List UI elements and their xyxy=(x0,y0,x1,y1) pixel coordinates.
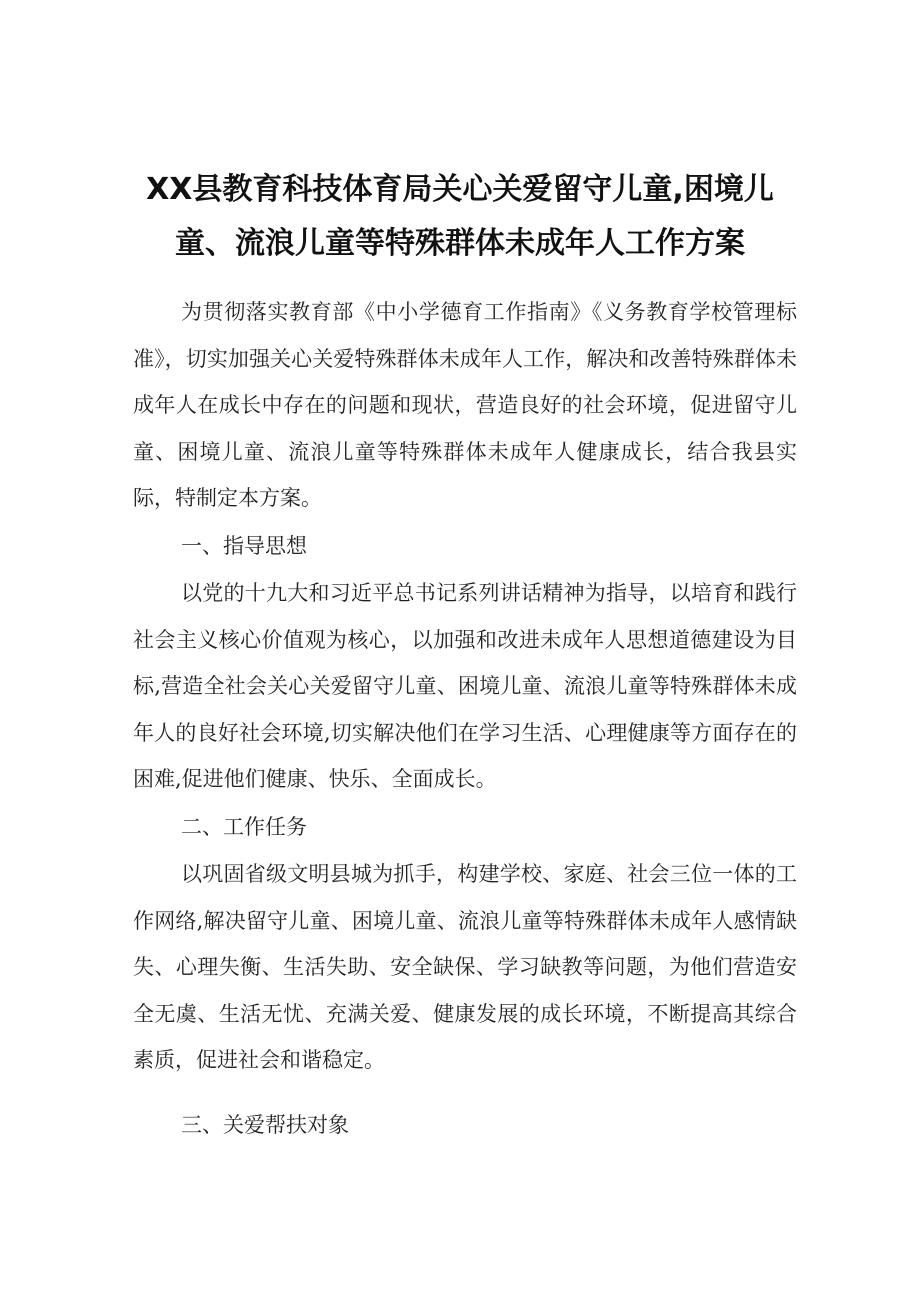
section-1-paragraph: 以党的十九大和习近平总书记系列讲话精神为指导，以培育和践行社会主义核心价值观为核心，以加强和改进未成年人思想道德建设为目标,营造全社会关心关爱留守儿童、困境儿童、流浪儿童等特殊群体未成年人的良好社会环境,切实解决他们在学习生活、心理健康等方面存在的困难,促进他们健康、快乐、全面成长。 xyxy=(133,581,797,791)
section-3-heading: 三、关爱帮扶对象 xyxy=(181,1112,349,1137)
section-2-paragraph: 以巩固省级文明县城为抓手，构建学校、家庭、社会三位一体的工作网络,解决留守儿童、困境儿童、流浪儿童等特殊群体未成年人感情缺失、心理失衡、生活失助、安全缺保、学习缺教等问题，为他们营造安全无虞、生活无忧、充满关爱、健康发展的成长环境，不断提高其综合素质，促进社会和谐稳定。 xyxy=(133,862,797,1072)
document-title xyxy=(120,163,800,271)
section-2-heading: 二、工作任务 xyxy=(181,814,307,839)
section-1-heading: 一、指导思想 xyxy=(181,533,307,558)
title-line-1: XX县教育科技体育局关心关爱留守儿童,困境儿 xyxy=(146,172,774,207)
title-line-2: 童、流浪儿童等特殊群体未成年人工作方案 xyxy=(175,226,745,261)
document-body xyxy=(133,289,797,1148)
intro-paragraph: 为贯彻落实教育部《中小学德育工作指南》《义务教育学校管理标准》，切实加强关心关爱特殊群体未成年人工作，解决和改善特殊群体未成年人在成长中存在的问题和现状，营造良好的社会环境，促进留守儿童、困境儿童、流浪儿童等特殊群体未成年人健康成长，结合我县实际，特制定本方案。 xyxy=(133,300,797,510)
